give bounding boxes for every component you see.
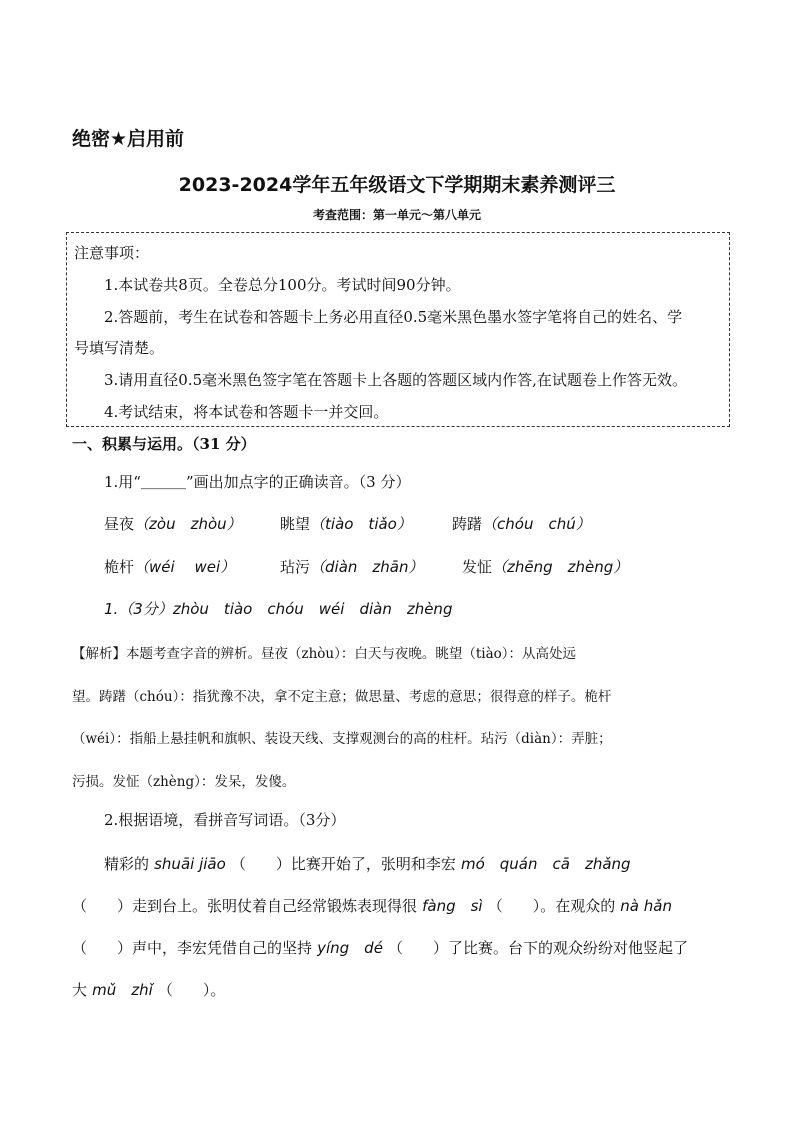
pinyin-item: [280, 556, 423, 577]
notice-item-2-cont: 号填写清楚。: [74, 339, 165, 357]
exam-title: 2023-2024学年五年级语文下学期期末素养测评三: [178, 174, 616, 196]
analysis-line: 污损。发怔（zhèng）：发呆，发傻。: [72, 774, 296, 790]
notice-box: [66, 232, 730, 427]
notice-heading: 注意事项：: [74, 244, 150, 262]
pinyin-options: （zòu zhòu）: [134, 515, 242, 533]
text: （ ）声中，李宏凭借自己的坚持: [72, 939, 313, 957]
pinyin: mó quán cā zhǎng: [460, 855, 631, 873]
text: （ ）。: [157, 981, 226, 999]
word: 玷污: [280, 558, 311, 576]
notice-item-4: 4.考试结束，将本试卷和答题卡一并交回。: [104, 403, 389, 421]
text: （ ）走到台上。张明仗着自己经常锻炼表现得很: [72, 897, 418, 915]
pinyin: yíng dé: [317, 939, 383, 957]
question-2-line: [72, 937, 688, 958]
text: 大: [72, 981, 88, 999]
pinyin: shuāi jiāo: [154, 855, 226, 873]
text: （ ）比赛开始了，张明和李宏: [230, 855, 456, 873]
notice-item-3: 3.请用直径0.5毫米黑色签字笔在答题卡上各题的答题区域内作答,在试题卷上作答无效。: [104, 371, 687, 389]
pinyin-options: （zhēng zhèng）: [492, 558, 629, 576]
confidential-mark: 绝密★启用前: [72, 128, 185, 150]
text: （ ）了比赛。台下的观众纷纷对他竖起了: [388, 939, 689, 957]
text: （ ）。在观众的: [487, 897, 616, 915]
word: 昼夜: [104, 515, 135, 533]
pinyin-options: （wéi wei）: [134, 558, 236, 576]
pinyin: nà hǎn: [620, 897, 672, 915]
pinyin-item: [452, 513, 591, 534]
word: 桅杆: [104, 558, 135, 576]
question-2-stem: 2.根据语境，看拼音写词语。（3分）: [104, 811, 346, 829]
notice-item-1: 1.本试卷共8页。全卷总分100分。考试时间90分钟。: [104, 276, 461, 294]
analysis-line: 【解析】本题考查字音的辨析。昼夜（zhòu）：白天与夜晚。眺望（tiào）：从高处远: [72, 646, 577, 662]
pinyin-item: [462, 556, 628, 577]
pinyin: mǔ zhǐ: [92, 981, 153, 999]
pinyin-item: [104, 556, 235, 577]
pinyin-item: [104, 513, 242, 534]
word: 踌躇: [452, 515, 483, 533]
pinyin: fàng sì: [422, 897, 483, 915]
question-1-stem: 1.用“＿＿＿”画出加点字的正确读音。（3 分）: [104, 473, 411, 491]
notice-item-2: 2.答题前，考生在试卷和答题卡上务必用直径0.5毫米黑色墨水签字笔将自己的姓名、学: [104, 308, 683, 326]
word: 眺望: [280, 515, 311, 533]
exam-scope: 考查范围：第一单元～第八单元: [312, 208, 481, 222]
word: 发怔: [462, 558, 493, 576]
section-heading: 一、积累与运用。（31 分）: [72, 435, 256, 453]
analysis-line: 望。踌躇（chóu）：指犹豫不决，拿不定主意；做思量、考虑的意思；很得意的样子。桅杆: [72, 689, 612, 705]
question-1-answer: 1.（3分）zhòu tiào chóu wéi diàn zhèng: [104, 600, 453, 618]
question-2-line: [104, 853, 631, 874]
text: 精彩的: [104, 855, 150, 873]
question-2-line: [72, 979, 225, 1000]
pinyin-options: （chóu chú）: [482, 515, 591, 533]
pinyin-options: （diàn zhān）: [310, 558, 424, 576]
pinyin-item: [280, 513, 412, 534]
question-2-line: [72, 895, 672, 916]
analysis-line: （wéi）：指船上悬挂帆和旗帜、装设天线、支撑观测台的高的柱杆。玷污（diàn）：弄脏；: [72, 731, 612, 747]
pinyin-options: （tiào tiǎo）: [310, 515, 412, 533]
